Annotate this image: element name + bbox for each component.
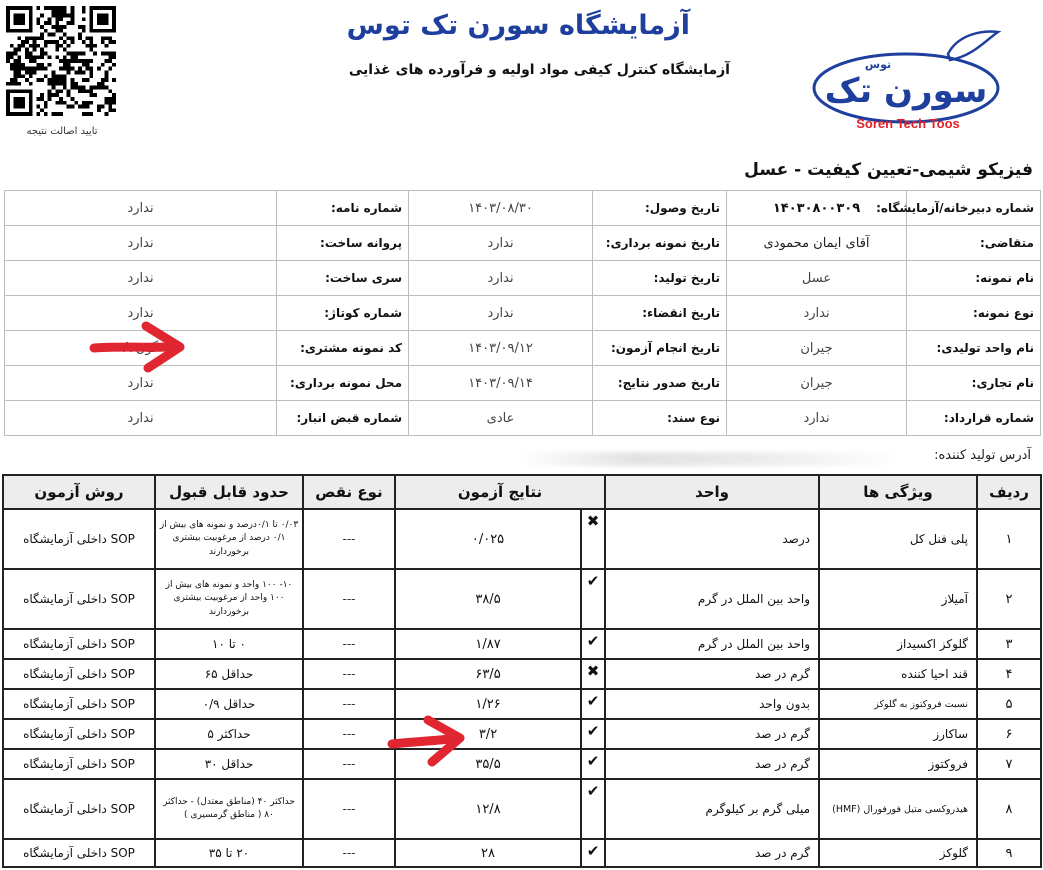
- info-label: نام نمونه:: [907, 261, 1041, 296]
- info-value: ندارد: [5, 226, 277, 261]
- info-label: پروانه ساخت:: [277, 226, 409, 261]
- test-method: SOP داخلی آزمایشگاه: [3, 779, 155, 839]
- test-method: SOP داخلی آزمایشگاه: [3, 509, 155, 569]
- header-limit: حدود قابل قبول: [155, 475, 303, 509]
- test-method: SOP داخلی آزمایشگاه: [3, 719, 155, 749]
- row-number: ۷: [977, 749, 1041, 779]
- unit-cell: گرم در صد: [605, 659, 819, 689]
- unit-cell: واحد بین الملل در گرم: [605, 569, 819, 629]
- header-row-number: ردیف: [977, 475, 1041, 509]
- info-label: تاریخ وصول:: [593, 191, 727, 226]
- info-label: شماره دبیرخانه/آزمایشگاه:: [907, 191, 1041, 226]
- info-label: نام واحد تولیدی:: [907, 331, 1041, 366]
- header-property: ویژگی ها: [819, 475, 977, 509]
- row-number: ۲: [977, 569, 1041, 629]
- table-row: [3, 659, 1041, 689]
- row-number: ۸: [977, 779, 1041, 839]
- test-method: SOP داخلی آزمایشگاه: [3, 629, 155, 659]
- check-icon: ✔: [581, 839, 605, 867]
- cross-icon: ✖: [581, 509, 605, 569]
- table-row: [3, 839, 1041, 867]
- acceptable-limit: ۲۰ تا ۳۵: [155, 839, 303, 867]
- row-number: ۹: [977, 839, 1041, 867]
- unit-cell: بدون واحد: [605, 689, 819, 719]
- unit-cell: واحد بین الملل در گرم: [605, 629, 819, 659]
- table-row: [3, 509, 1041, 569]
- info-value: ۱۴۰۳۰۸۰۰۳۰۹: [727, 191, 907, 226]
- info-value: جیران: [727, 331, 907, 366]
- info-value: ندارد: [5, 191, 277, 226]
- acceptable-limit: حداکثر ۴۰ (مناطق معتدل) - حداکثر ۸۰ ( مناطق گرمسیری ): [155, 779, 303, 839]
- property-name: گلوکز اکسیداز: [819, 629, 977, 659]
- sample-info-table: [4, 190, 1041, 436]
- row-number: ۶: [977, 719, 1041, 749]
- property-name: نسبت فروکتوز به گلوکز: [819, 689, 977, 719]
- defect-type: ---: [303, 749, 395, 779]
- info-label: کد نمونه مشتری:: [277, 331, 409, 366]
- info-label: تاریخ صدور نتایج:: [593, 366, 727, 401]
- defect-type: ---: [303, 629, 395, 659]
- result-value: ۱۲/۸: [395, 779, 581, 839]
- result-value: ۱/۲۶: [395, 689, 581, 719]
- info-value: جیران: [727, 366, 907, 401]
- test-method: SOP داخلی آزمایشگاه: [3, 689, 155, 719]
- logo-small-text: توس: [864, 58, 892, 71]
- defect-type: ---: [303, 779, 395, 839]
- property-name: پلی فنل کل: [819, 509, 977, 569]
- info-value: ندارد: [727, 296, 907, 331]
- defect-type: ---: [303, 659, 395, 689]
- header-method: روش آزمون: [3, 475, 155, 509]
- info-label: سری ساخت:: [277, 261, 409, 296]
- unit-cell: گرم در صد: [605, 719, 819, 749]
- row-number: ۳: [977, 629, 1041, 659]
- info-row: [5, 191, 1041, 226]
- producer-address-label: آدرس تولید کننده:: [934, 448, 1031, 463]
- result-value: ۲۸: [395, 839, 581, 867]
- info-value: ندارد: [727, 401, 907, 436]
- lab-title: آزمایشگاه سورن تک توس: [346, 10, 690, 41]
- info-value: ندارد: [5, 366, 277, 401]
- check-icon: ✔: [581, 569, 605, 629]
- check-icon: ✔: [581, 779, 605, 839]
- table-row: [3, 569, 1041, 629]
- defect-type: ---: [303, 839, 395, 867]
- info-value: ندارد: [5, 296, 277, 331]
- acceptable-limit: حداکثر ۵: [155, 719, 303, 749]
- info-label: شماره قبض انبار:: [277, 401, 409, 436]
- table-row: [3, 779, 1041, 839]
- unit-cell: گرم در صد: [605, 839, 819, 867]
- info-value: ندارد: [5, 401, 277, 436]
- table-row: [3, 719, 1041, 749]
- logo-leaf-icon: [948, 32, 998, 60]
- qr-code: [6, 6, 116, 116]
- unit-cell: گرم در صد: [605, 749, 819, 779]
- info-label: متقاضی:: [907, 226, 1041, 261]
- table-row: [3, 689, 1041, 719]
- header-defect: نوع نقص: [303, 475, 395, 509]
- results-header-row: [3, 475, 1041, 509]
- logo-latin-text: Soren Tech Toos: [856, 116, 960, 131]
- info-value: ۱۴۰۳/۰۹/۱۲: [409, 331, 593, 366]
- info-value: ۱۴۰۳/۰۹/۱۴: [409, 366, 593, 401]
- info-label: نوع نمونه:: [907, 296, 1041, 331]
- acceptable-limit: ۰ تا ۱۰: [155, 629, 303, 659]
- table-row: [3, 629, 1041, 659]
- info-value: ندارد: [409, 226, 593, 261]
- info-value: ندارد: [409, 261, 593, 296]
- info-label: تاریخ انقضاء:: [593, 296, 727, 331]
- acceptable-limit: ۱۰- ۱۰۰ واحد و نمونه های بیش از ۱۰۰ واحد از مرغوبیت بیشتری برخوردارند: [155, 569, 303, 629]
- info-row: [5, 226, 1041, 261]
- result-value: ۳۸/۵: [395, 569, 581, 629]
- result-value: ۰/۰۲۵: [395, 509, 581, 569]
- acceptable-limit: حداقل ۳۰: [155, 749, 303, 779]
- defect-type: ---: [303, 689, 395, 719]
- info-value: ندارد: [5, 261, 277, 296]
- info-label: تاریخ نمونه برداری:: [593, 226, 727, 261]
- defect-type: ---: [303, 569, 395, 629]
- row-number: ۴: [977, 659, 1041, 689]
- test-method: SOP داخلی آزمایشگاه: [3, 659, 155, 689]
- red-arrow-icon: [386, 712, 468, 770]
- info-value: گون A: [5, 331, 277, 366]
- redacted-address: [520, 452, 900, 466]
- property-name: فروکتوز: [819, 749, 977, 779]
- header-result: نتایج آزمون: [395, 475, 605, 509]
- info-label: نوع سند:: [593, 401, 727, 436]
- info-value: آقای ایمان محمودی: [727, 226, 907, 261]
- info-label: شماره کوتاژ:: [277, 296, 409, 331]
- info-row: [5, 401, 1041, 436]
- info-label: شماره نامه:: [277, 191, 409, 226]
- acceptable-limit: حداقل ۰/۹: [155, 689, 303, 719]
- check-icon: ✔: [581, 719, 605, 749]
- red-arrow-icon: [88, 318, 188, 376]
- test-method: SOP داخلی آزمایشگاه: [3, 839, 155, 867]
- info-value: عادی: [409, 401, 593, 436]
- info-label: محل نمونه برداری:: [277, 366, 409, 401]
- check-icon: ✔: [581, 629, 605, 659]
- table-row: [3, 749, 1041, 779]
- row-number: ۵: [977, 689, 1041, 719]
- info-value: ندارد: [409, 296, 593, 331]
- result-value: ۳/۲: [395, 719, 581, 749]
- property-name: قند احیا کننده: [819, 659, 977, 689]
- cross-icon: ✖: [581, 659, 605, 689]
- defect-type: ---: [303, 719, 395, 749]
- property-name: ساکارز: [819, 719, 977, 749]
- unit-cell: میلی گرم بر کیلوگرم: [605, 779, 819, 839]
- info-label: تاریخ تولید:: [593, 261, 727, 296]
- result-value: ۳۵/۵: [395, 749, 581, 779]
- acceptable-limit: ۰/۰۳ تا ۰/۱درصد و نمونه های بیش از ۰/۱ درصد از مرغوبیت بیشتری برخوردارند: [155, 509, 303, 569]
- info-label: تاریخ انجام آزمون:: [593, 331, 727, 366]
- result-value: ۶۳/۵: [395, 659, 581, 689]
- row-number: ۱: [977, 509, 1041, 569]
- document-title: فیزیکو شیمی-تعیین کیفیت - عسل: [744, 160, 1033, 180]
- property-name: گلوکز: [819, 839, 977, 867]
- info-row: [5, 261, 1041, 296]
- check-icon: ✔: [581, 689, 605, 719]
- acceptable-limit: حداقل ۶۵: [155, 659, 303, 689]
- info-value: ۱۴۰۳/۰۸/۳۰: [409, 191, 593, 226]
- header-unit: واحد: [605, 475, 819, 509]
- defect-type: ---: [303, 509, 395, 569]
- info-label: نام تجاری:: [907, 366, 1041, 401]
- property-name: هیدروکسی متیل فورفورال (HMF): [819, 779, 977, 839]
- logo-text: سورن تک: [824, 71, 988, 111]
- unit-cell: درصد: [605, 509, 819, 569]
- lab-subtitle: آزمایشگاه کنترل کیفی مواد اولیه و فرآورده های غذایی: [348, 62, 730, 78]
- test-method: SOP داخلی آزمایشگاه: [3, 569, 155, 629]
- info-value: عسل: [727, 261, 907, 296]
- result-value: ۱/۸۷: [395, 629, 581, 659]
- check-icon: ✔: [581, 749, 605, 779]
- property-name: آمیلاز: [819, 569, 977, 629]
- info-label: شماره قرارداد:: [907, 401, 1041, 436]
- qr-caption: تایید اصالت نتیجه: [26, 126, 98, 137]
- results-table: [2, 474, 1042, 868]
- test-method: SOP داخلی آزمایشگاه: [3, 749, 155, 779]
